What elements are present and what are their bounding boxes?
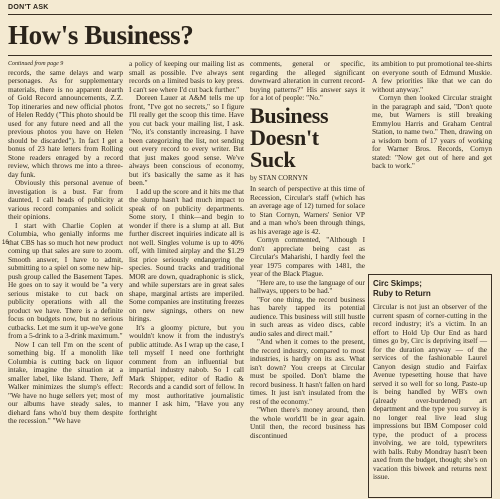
top-rule [8, 14, 492, 15]
page-headline: How's Business? [8, 20, 194, 50]
sidebar-title [373, 279, 487, 299]
paragraph: I start with Charlie Coplen at Columbia, who genially informs me that CBS has so much hot new product coming up that sales are sure to zoom. Smooth answer, I have to admit, submitting to a spiel on some new hip-push group called the Basement Tapes. He goes on to say it would be "a very serious mistake to cut back on publicity operations with all the product we have. There is a definite focus on budgets now, but no serious cutbacks. Let me sum it up-we've gone from a 5-drink to a 3-drink maximum." [8, 220, 123, 340]
paragraph: In search of perspective at this time of Recession, Circular's staff (which has an average age of 12) turned for solace to Stan Cornyn, Warners' Senior VP and a man who's been through things, as his average age is 42. [250, 184, 365, 236]
article-column-4 [372, 60, 492, 275]
paragraph: I add up the score and it hits me that the slump hasn't had much impact to speak of on publicity departments. Some story, I think—and begin to wonder if there is a slump at all. But further discreet inquiries indicate all is not well. Singles volume is up to 40% off, with limited airplay and the $1.29 list price seriously endangering the species. Sound tracks and traditional MOR are down, quadraphonic is slick, and while superstars are in great sales shape, marginal artists are imperiled. Some companies are instituting freezes on new signings, others on new hirings. [129, 186, 244, 323]
continued-note: Continued from page 9 [8, 61, 64, 67]
running-head: DON'T ASK [8, 4, 49, 11]
sidebar-title-line: Ruby to Return [373, 289, 431, 298]
paragraph: Cornyn commented, "Although I don't appreciate being cast as Circular's Maharishi, I hardly feel the year 1975 compares with 1481, the year of the Black Plague. [250, 235, 365, 278]
paragraph: It's a gloomy picture, but you wouldn't know it from the industry's public attitude. As I wrap up the case, I tell myself I need one forthright comment from an influential but impartial industry nabob. So I call Mark Shipper, editor of Radio & Records and a candid sort of fellow. In my most authoritative journalistic manner I ask him, "Have you any forthright [129, 322, 244, 417]
article-column-3 [250, 60, 365, 496]
byline: by STAN CORNYN [250, 173, 308, 182]
sidebar-body: Circular is not just an observer of the current spasm of corner-cutting in the record industry; it's a victim. In an effort to Hold Up Our End as hard times go by, Circ is depriving itself — for the duration anyway — of the services of the fashionable Laurel Canyon design studio and Fairfax Avenue typesetting house that have served it so well for so long. Paste-up is being handled by WB's own (already over-burdened) art department and the type you survey is no longer real live lead slug impressions but IBM Composer cold type, the product of a process involving, we are told, typewriters with balls. Ruby Mondray hasn't been axed from the budget, though; she's on vacation this biweek and returns next issue. [373, 302, 487, 481]
sub-headline: Business Doesn't Suck [250, 102, 329, 172]
paragraph: Now I can tell I'm on the scent of something big. If a monolith like Columbia is cutting back on liquor intake, imagine the situation at a smaller label, like Island. There, Jeff Walker minimizes the slump's effect: "We have no huge sellers yet; most of our albums have steady sales, to diehard fans who'd buy them despite the recession." "We have [8, 339, 123, 425]
paragraph: records, the same delays and warp personages. As for supplementary materials, there is no apparent dearth of Gold Record announcements, Z.Z. Top itineraries and new official photos of Helen Reddy ("This photo should be used for any future need and all the previous photos you have on Helen should be discarded"). In fact I get a bonus of 23 hate letters from Rolling Stone readers enraged by a record review, which throws me into a three-day funk. [8, 67, 123, 179]
paragraph: "Here are, to use the language of our hallways, uppers to be had." [250, 277, 365, 295]
paragraph: "And when it comes to the present, the record industry, compared to most industries, is hardly on its ass. What isn't down? You creeps at Circular must be spoiled. Don't blame the record business. It hasn't fallen on hard times. It just isn't insulated from the rest of the economy." [250, 337, 365, 406]
paragraph: a policy of keeping our mailing list as small as possible. I've always sent records on a limited basis to key press. I can't see where I'd cut back further." [129, 60, 244, 94]
sidebar-title-line: Circ Skimps; [373, 279, 422, 288]
paragraph: Cornyn then looked Circular straight in the paragraph and said, "Don't quote me, but Warners is still breaking Emmylou Harris and Graham Central Station, to name two." Then, drawing on a wisdom born of 17 years of working for Warner Bros. Records, Cornyn stated: "Now get out of here and get back to work." [372, 93, 492, 170]
paragraph: its ambition to put promotional tee-shirts on everyone south of Edmund Muskie. A few priorities like that we can do without anyway." [372, 60, 492, 94]
sidebar-box [368, 274, 492, 498]
paragraph: Obviously this personal avenue of investigation is a bust. Far from daunted, I call heads of publicity at various record companies and solicit their opinions. [8, 178, 123, 221]
paragraph: comments, general or specific, regarding the alleged significant downward alteration in current record-buying patterns?" His answer says it for a lot of people: "No." [250, 60, 365, 102]
headline-rule [8, 55, 492, 56]
article-column-1 [8, 60, 123, 496]
article-column-2 [129, 60, 244, 496]
page-number: 16 [2, 240, 9, 246]
paragraph: "For one thing, the record business has barely tapped its potential audience. This business will still hustle in such areas as video discs, cable audio sales and direct mail." [250, 294, 365, 338]
paragraph: Doreen Lauer at A&M tells me up front, "I've got no secrets," so I figure I'll really get the scoop this time. Have you cut back your mailing list, I ask. "No, it's constantly increasing. I have been categorizing the list, not sending out every record to every writer. But that just makes good sense. We've always been conscious of economy, but it's basically the same as it has been." [129, 93, 244, 187]
paragraph: "When there's money around, then the whole world'll be in gear again. Until then, the record business has discontinued [250, 405, 365, 440]
